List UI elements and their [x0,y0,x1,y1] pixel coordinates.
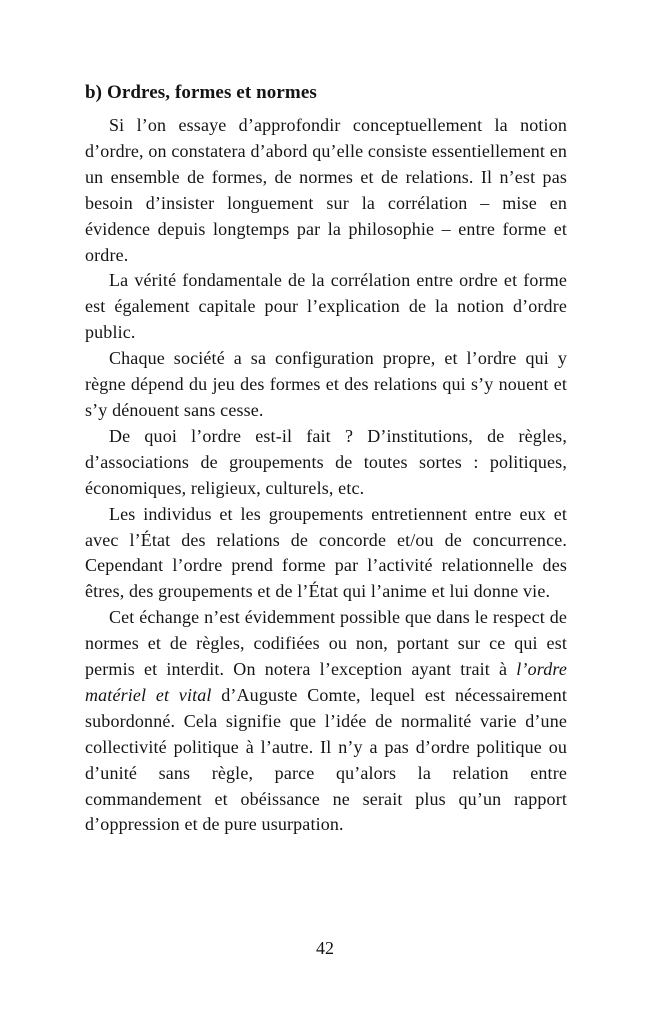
paragraph-container [85,113,567,838]
body-text: d’Auguste Comte, lequel est nécessairement subordonné. Cela signifie que l’idée de normalité varie d’une collectivité politique à l’autre. Il n’y a pas d’ordre politique ou d’unité sans règle, parce qu’alors la relation entre commandement et obéissance ne serait plus qu’un rapport d’oppression et de pure usurpation. [85,684,567,835]
paragraph [85,424,567,502]
body-text: La vérité fondamentale de la corrélation entre ordre et forme est également capitale pour l’explication de la notion d’ordre public. [85,270,567,343]
section-heading: b) Ordres, formes et normes [85,82,317,103]
paragraph [85,502,567,606]
paragraph [85,113,567,268]
body-text: Cet échange n’est évidemment possible que dans le respect de normes et de règles, codifiées ou non, portant sur ce qui est permis et interdit. On notera l’exception ayant trait à [85,607,567,680]
body-text: De quoi l’ordre est-il fait ? D’institutions, de règles, d’associations de groupements de toutes sortes : politiques, économiques, religieux, culturels, etc. [85,425,567,498]
body-text: Chaque société a sa configuration propre, et l’ordre qui y règne dépend du jeu des formes et des relations qui s’y nouent et s’y dénouent sans cesse. [85,348,567,420]
paragraph [85,346,567,424]
italic-text: l’ordre matériel et vital [85,659,567,705]
body-text: Les individus et les groupements entretiennent entre eux et avec l’État des relations de concorde et/ou de concurrence. Cependant l’ordre prend forme par l’activité relationnelle des êtres, des groupements et de l’État qui l’anime et lui donne vie. [85,503,567,602]
text-block [85,80,567,838]
page-number: 42 [316,938,334,958]
body-text: Si l’on essaye d’approfondir conceptuellement la notion d’ordre, on constatera d’abord qu’elle consiste essentiellement en un ensemble de formes, de normes et de relations. Il n’est pas besoin d’insister longuement sur la corrélation – mise en évidence depuis longtemps par la philosophie – entre forme et ordre. [85,115,567,265]
paragraph [85,268,567,346]
paragraph [85,605,567,838]
